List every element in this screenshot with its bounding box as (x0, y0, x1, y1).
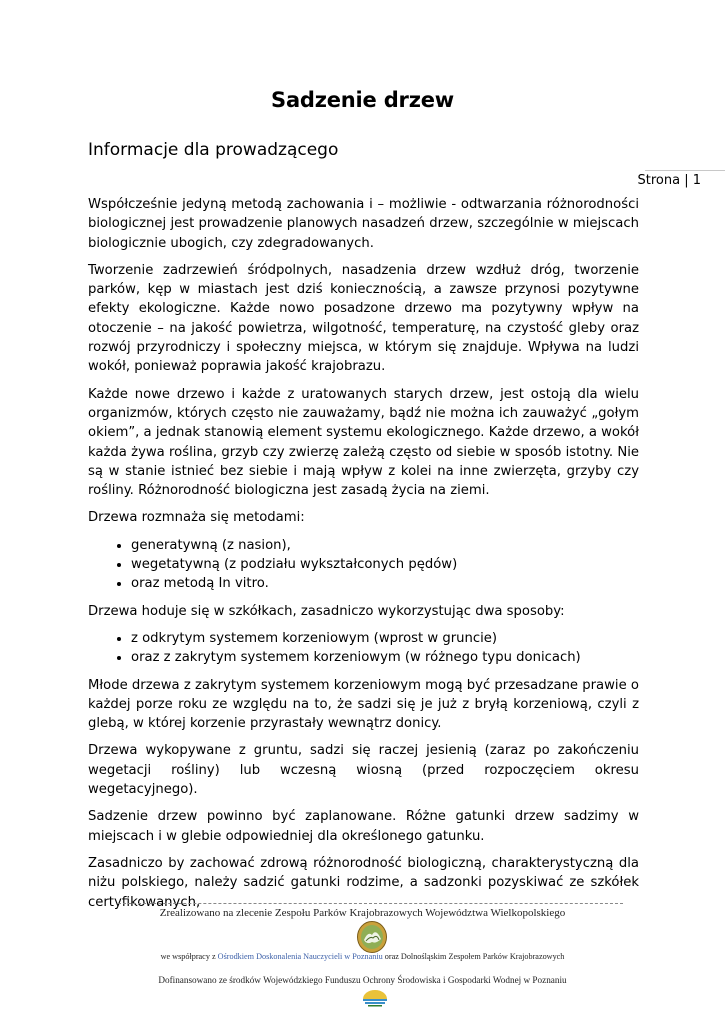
list-item: • generatywną (z nasion), (131, 536, 639, 555)
paragraph-8: Sadzenie drzew powinno być zaplanowane. Różne gatunki drzew sadzimy w miejscach i w glebie odpowiedniej dla określonego gatunku. (88, 809, 639, 844)
footer-partners-prefix: we współpracy z (160, 952, 218, 961)
paragraph-7: Drzewa wykopywane z gruntu, sadzi się raczej jesienią (zaraz po zakończeniu wegetacji rośliny) lub wczesną wiosną (przed rozpoczęciem okresu wegetacyjnego). (88, 743, 639, 798)
environmental-fund-logo-icon (360, 987, 390, 1007)
footer-partners (0, 952, 725, 961)
landscape-parks-logo-icon (356, 920, 388, 954)
paragraph-2: Tworzenie zadrzewień śródpolnych, nasadzenia drzew wzdłuż dróg, tworzenie parków, kęp w miastach jest dziś koniecznością, a zawsze przynosi pozytywne efekty ekologiczne. Każde nowo posadzone drzewo ma pozytywny wpływ na otoczenie – na jakość powietrza, wilgotność, temperaturę, na czystość gleby oraz rozwój przyrodniczy i społeczny miejsca, w którym się znajduje. Wpływa na ludzi wokół, ponieważ poprawia jakość krajobrazu. (88, 262, 639, 375)
document-body (88, 195, 639, 920)
page-number-rule (645, 170, 725, 171)
list-item: • wegetatywną (z podziału wykształconych pędów) (131, 555, 639, 574)
list-item: • oraz z zakrytym systemem korzeniowym (w różnego typu donicach) (131, 648, 639, 667)
footer-partners-suffix: oraz Dolnośląskim Zespołem Parków Krajobrazowych (382, 952, 565, 961)
paragraph-3: Każde nowe drzewo i każde z uratowanych starych drzew, jest ostoją dla wielu organizmów, których często nie zauważamy, bądź nie można ich zauważyć „gołym okiem”, a jednak stanowią element systemu ekologicznego. Każde drzewo, a wokół każda żywa roślina, grzyb czy zwierzę zależą często od siebie w sposób istotny. Nie są w stanie istnieć bez siebie i mają wpływ z kolei na inne zwierzęta, grzyby czy rośliny. Różnorodność biologiczna jest zasadą życia na ziemi. (88, 386, 639, 499)
footer-divider (118, 903, 623, 904)
paragraph-6: Młode drzewa z zakrytym systemem korzeniowym mogą być przesadzane prawie o każdej porze roku ze względu na to, że sadzi się je już z bryłą korzeniową, czyli z glebą, w której korzenie przyrastały wewnątrz donicy. (88, 677, 639, 732)
page-number: Strona | 1 (637, 173, 701, 188)
footer-funding: Dofinansowano ze środków Wojewódzkiego Funduszu Ochrony Środowiska i Gospodarki Wodnej w Poznaniu (158, 975, 567, 985)
propagation-methods-list (88, 536, 639, 594)
footer-commission: Zrealizowano na zlecenie Zespołu Parków Krajobrazowych Województwa Wielkopolskiego (159, 907, 566, 919)
document-title: Sadzenie drzew (271, 88, 454, 112)
odn-link[interactable]: Ośrodkiem Doskonalenia Nauczycieli w Poznaniu (217, 952, 383, 961)
list-item: • oraz metodą In vitro. (131, 574, 639, 593)
paragraph-5: Drzewa hoduje się w szkółkach, zasadniczo wykorzystując dwa sposoby: (88, 603, 565, 619)
paragraph-9: Zasadniczo by zachować zdrową różnorodność biologiczną, charakterystyczną dla niżu polskiego, należy sadzić gatunki rodzime, a sadzonki pozyskiwać ze szkółek certyfikowanych, (88, 855, 639, 910)
root-systems-list (88, 629, 639, 668)
list-item: • z odkrytym systemem korzeniowym (wprost w gruncie) (131, 629, 639, 648)
paragraph-4: Drzewa rozmnaża się metodami: (88, 510, 305, 526)
document-subtitle: Informacje dla prowadzącego (88, 140, 339, 160)
paragraph-1: Współcześnie jedyną metodą zachowania i – możliwie - odtwarzania różnorodności biologicznej jest prowadzenie planowych nasadzeń drzew, szczególnie w miejscach biologicznie ubogich, czy zdegradowanych. (88, 197, 639, 251)
